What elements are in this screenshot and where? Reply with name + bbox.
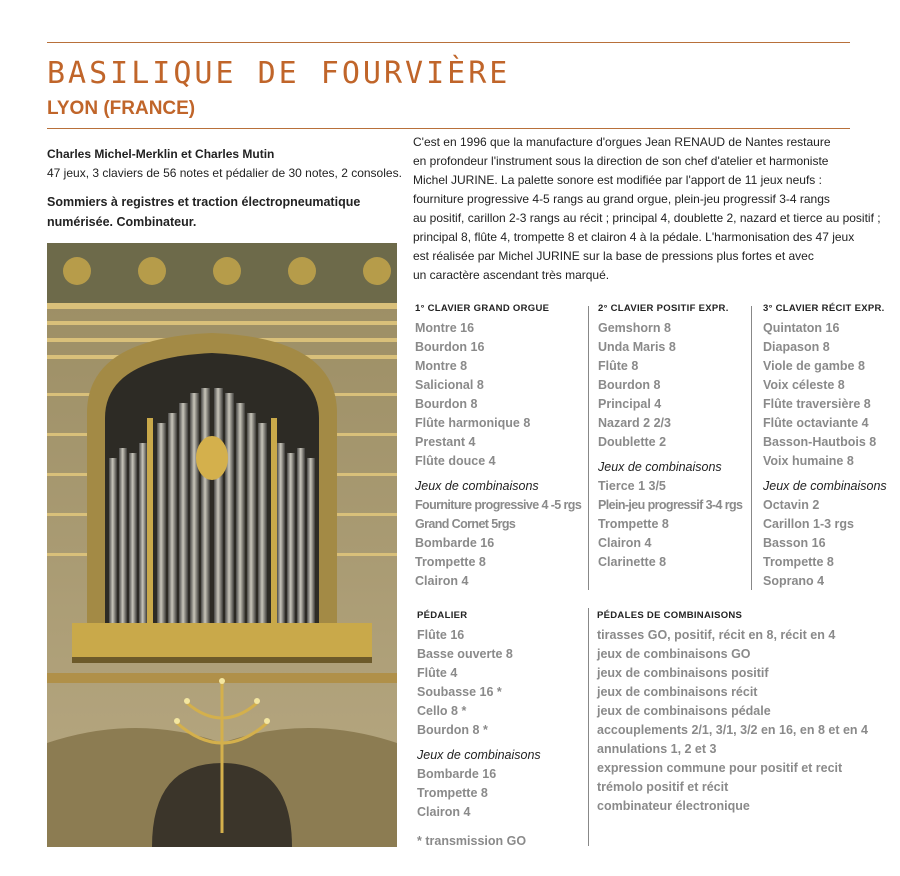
stop-item: Nazard 2 2/3 — [598, 416, 671, 430]
combination-item: Trompette 8 — [598, 517, 669, 531]
stop-item: Quintaton 16 — [763, 321, 840, 335]
top-rule — [47, 42, 850, 43]
pedal-item: tirasses GO, positif, récit en 8, récit en 4 — [597, 628, 836, 642]
stop-item: Voix humaine 8 — [763, 454, 854, 468]
pedales-heading: PÉDALES DE COMBINAISONS — [597, 610, 743, 621]
pedal-item: jeux de combinaisons GO — [597, 647, 751, 661]
combination-item: Clarinette 8 — [598, 555, 667, 569]
stop-item: Basson-Hautbois 8 — [763, 435, 877, 449]
stop-item: Flûte 16 — [417, 628, 465, 642]
stop-item: Viole de gambe 8 — [763, 359, 865, 373]
pedal-item: trémolo positif et récit — [597, 780, 729, 794]
intro-line: C'est en 1996 que la manufacture d'orgues Jean RENAUD de Nantes restaure — [413, 135, 831, 149]
column-divider — [751, 306, 752, 590]
stop-item: Basse ouverte 8 — [417, 647, 513, 661]
combinations-label: Jeux de combinaisons — [598, 460, 722, 474]
pedal-item: expression commune pour positif et recit — [597, 761, 843, 775]
action-info: Sommiers à registres et traction électropneumatique numérisée. Combinateur. — [47, 195, 361, 229]
combinations-label: Jeux de combinaisons — [763, 479, 887, 493]
intro-line: au positif, carillon 2-3 rangs au récit ; principal 4, doublette 2, nazard et tierce au positif ; — [413, 211, 881, 225]
stop-item: Cello 8 * — [417, 704, 467, 718]
stop-item: Montre 8 — [415, 359, 468, 373]
organ-photo — [47, 243, 397, 847]
combination-item: Octavin 2 — [763, 498, 820, 512]
pedal-item: combinateur électronique — [597, 799, 750, 813]
combinations-label: Jeux de combinaisons — [415, 479, 539, 493]
builder-info — [47, 145, 407, 183]
pedales-combinaisons-column — [597, 608, 868, 816]
stop-item: Prestant 4 — [415, 435, 476, 449]
combination-item: Trompette 8 — [415, 555, 486, 569]
combination-item: Tierce 1 3/5 — [598, 479, 666, 493]
pedalier-heading: PÉDALIER — [417, 610, 468, 621]
combination-item: Bombarde 16 — [417, 767, 497, 781]
intro-line: est réalisée par Michel JURINE sur la base de pressions plus fortes et avec — [413, 249, 814, 263]
pedal-item: jeux de combinaisons positif — [597, 666, 769, 680]
stop-item: Bourdon 8 * — [417, 723, 488, 737]
combination-item: Clairon 4 — [598, 536, 652, 550]
column-divider — [588, 306, 589, 590]
combination-item: Clairon 4 — [415, 574, 469, 588]
stop-item: Flûte 8 — [598, 359, 639, 373]
combination-item: Soprano 4 — [763, 574, 825, 588]
intro-line: principal 8, flûte 4, trompette 8 et clairon 4 à la pédale. L'harmonisation des 47 jeux — [413, 230, 855, 244]
stop-item: Flûte 4 — [417, 666, 458, 680]
stop-item: Flûte douce 4 — [415, 454, 496, 468]
stop-item: Unda Maris 8 — [598, 340, 676, 354]
combination-item: Bombarde 16 — [415, 536, 495, 550]
combination-item: Carillon 1-3 rgs — [763, 517, 854, 531]
stop-item: Doublette 2 — [598, 435, 667, 449]
intro-text — [413, 133, 893, 285]
stop-item: Bourdon 8 — [415, 397, 478, 411]
pedal-item: jeux de combinaisons récit — [597, 685, 758, 699]
grand-orgue-column — [415, 301, 581, 591]
positif-column — [598, 301, 742, 572]
combination-item: Grand Cornet 5rgs — [415, 517, 516, 531]
combination-item: Trompette 8 — [417, 786, 488, 800]
stop-item: Flûte traversière 8 — [763, 397, 871, 411]
stop-item: Principal 4 — [598, 397, 662, 411]
page-title: BASILIQUE DE FOURVIÈRE — [47, 56, 511, 91]
page-subtitle: LYON (FRANCE) — [47, 98, 196, 119]
intro-line: fourniture progressive 4-5 rangs au grand orgue, plein-jeu progressif 3-4 rangs — [413, 192, 830, 206]
stop-item: Soubasse 16 * — [417, 685, 502, 699]
combinations-label: Jeux de combinaisons — [417, 748, 541, 762]
stop-item: Bourdon 8 — [598, 378, 661, 392]
stop-item: Bourdon 16 — [415, 340, 485, 354]
column-divider — [588, 608, 589, 846]
combination-item: Fourniture progressive 4 -5 rgs — [415, 498, 582, 512]
intro-line: Michel JURINE. La palette sonore est modifiée par l'apport de 11 jeux neufs : — [413, 173, 822, 187]
stop-item: Gemshorn 8 — [598, 321, 671, 335]
combination-item: Basson 16 — [763, 536, 826, 550]
recit-heading: 3° CLAVIER RÉCIT EXPR. — [763, 303, 885, 314]
pedalier-column — [417, 608, 541, 851]
combination-item: Clairon 4 — [417, 805, 471, 819]
grand-orgue-heading: 1° CLAVIER GRAND ORGUE — [415, 303, 550, 314]
specs: 47 jeux, 3 claviers de 56 notes et pédalier de 30 notes, 2 consoles. — [47, 166, 402, 180]
stop-item: Diapason 8 — [763, 340, 830, 354]
combination-item: Plein-jeu progressif 3-4 rgs — [598, 498, 743, 512]
pedal-item: annulations 1, 2 et 3 — [597, 742, 717, 756]
pedal-item: jeux de combinaisons pédale — [597, 704, 771, 718]
stop-item: Montre 16 — [415, 321, 475, 335]
stop-item: Voix céleste 8 — [763, 378, 845, 392]
combination-item: Trompette 8 — [763, 555, 834, 569]
transmission-note: * transmission GO — [417, 834, 527, 848]
stop-item: Salicional 8 — [415, 378, 484, 392]
builders: Charles Michel-Merklin et Charles Mutin — [47, 147, 275, 161]
header-rule — [47, 128, 850, 129]
pedal-item: accouplements 2/1, 3/1, 3/2 en 16, en 8 et en 4 — [597, 723, 868, 737]
intro-line: un caractère ascendant très marqué. — [413, 268, 610, 282]
stop-item: Flûte octaviante 4 — [763, 416, 869, 430]
intro-line: en profondeur l'instrument sous la direction de son chef d'atelier et harmoniste — [413, 154, 829, 168]
positif-heading: 2° CLAVIER POSITIF EXPR. — [598, 303, 729, 314]
stop-item: Flûte harmonique 8 — [415, 416, 531, 430]
recit-column — [763, 301, 887, 591]
